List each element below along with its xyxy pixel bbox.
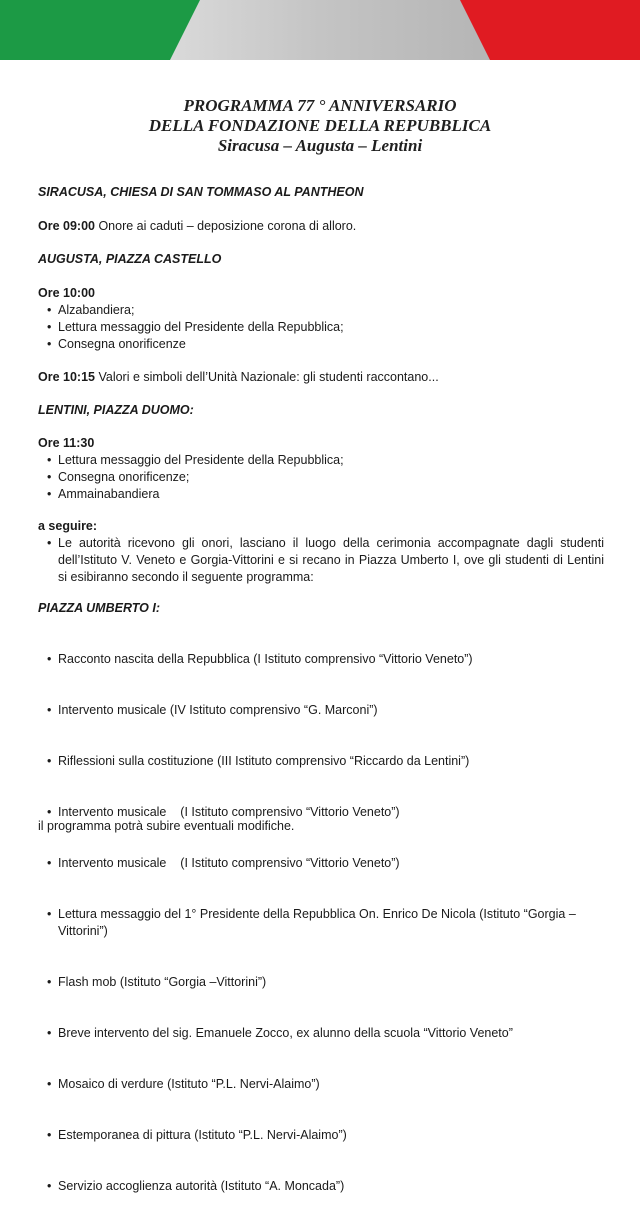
following-label: a seguire: <box>38 519 98 533</box>
umberto-heading: PIAZZA UMBERTO I: <box>38 601 160 615</box>
list-item: • Intervento musicale (I Istituto comprensivo “Vittorio Veneto”) <box>38 855 604 872</box>
list-item: • Flash mob (Istituto “Gorgia –Vittorini”) <box>38 974 604 991</box>
list-item: • Intervento musicale (I Istituto comprensivo “Vittorio Veneto”) <box>38 804 604 821</box>
augusta-text-2: Valori e simboli dell’Unità Nazionale: gli studenti raccontano... <box>94 370 439 384</box>
list-item: • Racconto nascita della Repubblica (I Istituto comprensivo “Vittorio Veneto”) <box>38 651 604 668</box>
list-item: • Alzabandiera; <box>38 302 604 319</box>
umberto-list <box>38 617 604 1229</box>
list-item: • Ammainabandiera <box>38 486 604 503</box>
title-line-1: PROGRAMMA 77 ° ANNIVERSARIO <box>183 96 457 115</box>
list-item: • Consegna onorificenze; <box>38 469 604 486</box>
augusta-time-2: Ore 10:15 <box>38 370 95 384</box>
following-block <box>38 518 604 586</box>
title-block <box>0 96 640 156</box>
title-line-2: DELLA FONDAZIONE DELLA REPUBBLICA <box>148 116 492 135</box>
banner-green-band <box>0 0 200 60</box>
list-item: • Estemporanea di pittura (Istituto “P.L. Nervi-Alaimo”) <box>38 1127 604 1144</box>
siracusa-time: Ore 09:00 <box>38 219 95 233</box>
lentini-heading <box>38 402 604 419</box>
augusta-heading-text: AUGUSTA, PIAZZA CASTELLO <box>38 252 222 266</box>
list-item: • Breve intervento del sig. Emanuele Zocco, ex alunno della scuola “Vittorio Veneto” <box>38 1025 604 1042</box>
following-list <box>38 535 604 586</box>
siracusa-event <box>38 218 604 235</box>
list-item: • Servizio accoglienza autorità (Istituto “A. Moncada”) <box>38 1178 604 1195</box>
list-item: • Mosaico di verdure (Istituto “P.L. Nervi-Alaimo”) <box>38 1076 604 1093</box>
siracusa-heading <box>38 184 604 201</box>
augusta-list <box>38 302 604 353</box>
list-item: • Consegna onorificenze <box>38 336 604 353</box>
umberto-block <box>38 600 604 1229</box>
title-line-3: Siracusa – Augusta – Lentini <box>217 136 423 155</box>
lentini-block <box>38 435 604 503</box>
list-item: • Intervento musicale (IV Istituto comprensivo “G. Marconi”) <box>38 702 604 719</box>
flag-banner <box>0 0 640 60</box>
augusta-block <box>38 285 604 353</box>
list-item: • Lettura messaggio del Presidente della Repubblica; <box>38 452 604 469</box>
footer-note: il programma potrà subire eventuali modifiche. <box>38 819 295 833</box>
augusta-time: Ore 10:00 <box>38 286 95 300</box>
lentini-list <box>38 452 604 503</box>
banner-red-band <box>460 0 640 60</box>
lentini-time: Ore 11:30 <box>38 436 95 450</box>
lentini-heading-text: LENTINI, PIAZZA DUOMO: <box>38 403 194 417</box>
list-item: • Lettura messaggio del Presidente della Repubblica; <box>38 319 604 336</box>
list-item: • Riflessioni sulla costituzione (III Istituto comprensivo “Riccardo da Lentini”) <box>38 753 604 770</box>
siracusa-heading-text: SIRACUSA, CHIESA DI SAN TOMMASO AL PANTHEON <box>38 185 364 199</box>
augusta-heading <box>38 251 604 268</box>
augusta-event-2 <box>38 369 604 386</box>
siracusa-text: Onore ai caduti – deposizione corona di alloro. <box>94 219 357 233</box>
list-item: • Lettura messaggio del 1° Presidente della Repubblica On. Enrico De Nicola (Istituto “Gorgia –Vittorini”) <box>38 906 604 940</box>
list-item: • Le autorità ricevono gli onori, lasciano il luogo della cerimonia accompagnate dagli studenti dell’Istituto V. Veneto e Gorgia-Vittorini e si recano in Piazza Umberto I, ove gli studenti di Lentini si esibiranno secondo il seguente programma: <box>38 535 604 586</box>
